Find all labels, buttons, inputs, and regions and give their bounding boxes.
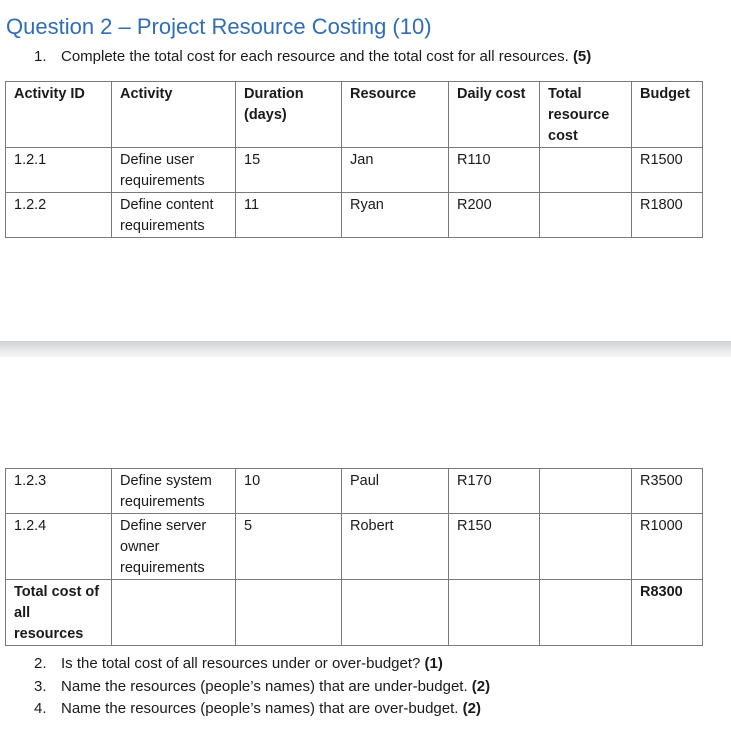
cell-duration: 11 (236, 193, 342, 238)
table-row (6, 469, 703, 514)
cell-resource: Jan (342, 148, 449, 193)
cell-duration: 15 (236, 148, 342, 193)
resource-table-top (5, 81, 703, 238)
cell-activity: Define server owner requirements (112, 514, 236, 580)
header-daily-cost: Daily cost (449, 82, 540, 148)
cell-total-resource-cost[interactable] (540, 193, 632, 238)
table-row (6, 193, 703, 238)
cell-activity: Define content requirements (112, 193, 236, 238)
cell-resource: Robert (342, 514, 449, 580)
cell-total-resource-cost[interactable] (540, 148, 632, 193)
header-budget: Budget (632, 82, 703, 148)
cell-resource: Ryan (342, 193, 449, 238)
question-1-marks: (5) (572, 48, 592, 65)
cell-daily-cost: R170 (449, 469, 540, 514)
cell-activity: Define user requirements (112, 148, 236, 193)
cell-activity: Define system requirements (112, 469, 236, 514)
cell-activity-id: 1.2.4 (6, 514, 112, 580)
cell-budget: R1800 (632, 193, 703, 238)
cell-daily-cost: R110 (449, 148, 540, 193)
cell-total-all-resources[interactable] (540, 580, 632, 646)
header-resource: Resource (342, 82, 449, 148)
cell-budget: R1500 (632, 148, 703, 193)
question-3: 3. Name the resources (people’s names) that are under-budget. (2) (34, 677, 491, 695)
cell-empty (112, 580, 236, 646)
header-duration: Duration (days) (236, 82, 342, 148)
total-label: Total cost of all resources (6, 580, 112, 646)
cell-activity-id: 1.2.1 (6, 148, 112, 193)
table-row (6, 514, 703, 580)
cell-daily-cost: R150 (449, 514, 540, 580)
question-4: 4. Name the resources (people’s names) that are over-budget. (2) (34, 700, 481, 717)
question-1-number: 1. (34, 48, 47, 65)
cell-duration: 5 (236, 514, 342, 580)
header-row (6, 82, 703, 148)
cell-total-resource-cost[interactable] (540, 514, 632, 580)
question-1 (34, 48, 591, 65)
cell-empty (449, 580, 540, 646)
total-row (6, 580, 703, 646)
cell-activity-id: 1.2.3 (6, 469, 112, 514)
cell-empty (342, 580, 449, 646)
cell-budget: R3500 (632, 469, 703, 514)
header-activity-id: Activity ID (6, 82, 112, 148)
header-activity: Activity (112, 82, 236, 148)
page-divider (0, 341, 731, 357)
question-list (34, 653, 490, 721)
cell-resource: Paul (342, 469, 449, 514)
cell-duration: 10 (236, 469, 342, 514)
table-row (6, 148, 703, 193)
question-title: Question 2 – Project Resource Costing (10) (6, 14, 432, 39)
header-total-resource-cost: Total resource cost (540, 82, 632, 148)
question-1-text: Complete the total cost for each resource and the total cost for all resources. (61, 48, 569, 65)
cell-budget: R1000 (632, 514, 703, 580)
cell-empty (236, 580, 342, 646)
resource-table-bottom (5, 468, 703, 646)
total-budget: R8300 (632, 580, 703, 646)
cell-total-resource-cost[interactable] (540, 469, 632, 514)
question-2: 2. Is the total cost of all resources under or over-budget? (1) (34, 655, 443, 672)
cell-activity-id: 1.2.2 (6, 193, 112, 238)
cell-daily-cost: R200 (449, 193, 540, 238)
